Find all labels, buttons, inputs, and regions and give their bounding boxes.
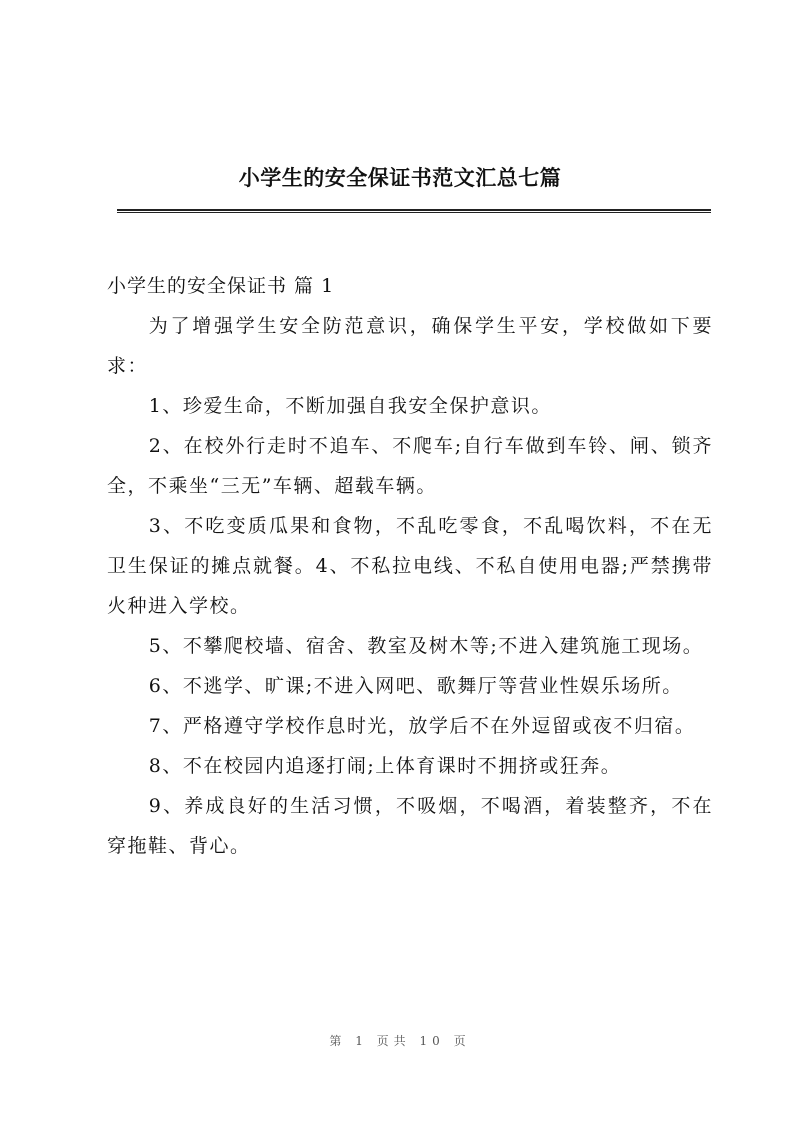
page-footer: 第 1 页共 10 页 xyxy=(329,1034,471,1048)
paragraph-item-5: 5、不攀爬校墙、宿舍、教室及树木等;不进入建筑施工现场。 xyxy=(148,635,704,657)
paragraph-item-7: 7、严格遵守学校作息时光，放学后不在外逗留或夜不归宿。 xyxy=(148,715,696,737)
paragraph-item-2: 2、在校外行走时不追车、不爬车;自行车做到车铃、闸、锁齐全，不乘坐“三无”车辆、超载车辆。 xyxy=(107,435,713,497)
document-title: 小学生的安全保证书范文汇总七篇 xyxy=(238,165,562,190)
paragraph-intro: 为了增强学生安全防范意识，确保学生平安，学校做如下要求： xyxy=(107,315,713,377)
paragraph-item-6: 6、不逃学、旷课;不进入网吧、歌舞厅等营业性娱乐场所。 xyxy=(148,675,683,697)
paragraph-item-8: 8、不在校园内追逐打闹;上体育课时不拥挤或狂奔。 xyxy=(148,755,622,777)
paragraph-item-3-4: 3、不吃变质瓜果和食物，不乱吃零食，不乱喝饮料，不在无卫生保证的摊点就餐。4、不私拉电线、不私自使用电器;严禁携带火种进入学校。 xyxy=(107,515,713,617)
section-heading: 小学生的安全保证书 篇 1 xyxy=(107,275,335,297)
paragraph-item-9: 9、养成良好的生活习惯，不吸烟，不喝酒，着装整齐，不在穿拖鞋、背心。 xyxy=(107,795,713,857)
document-body xyxy=(107,266,713,866)
paragraph-item-1: 1、珍爱生命，不断加强自我安全保护意识。 xyxy=(148,395,552,417)
title-divider xyxy=(117,209,711,213)
